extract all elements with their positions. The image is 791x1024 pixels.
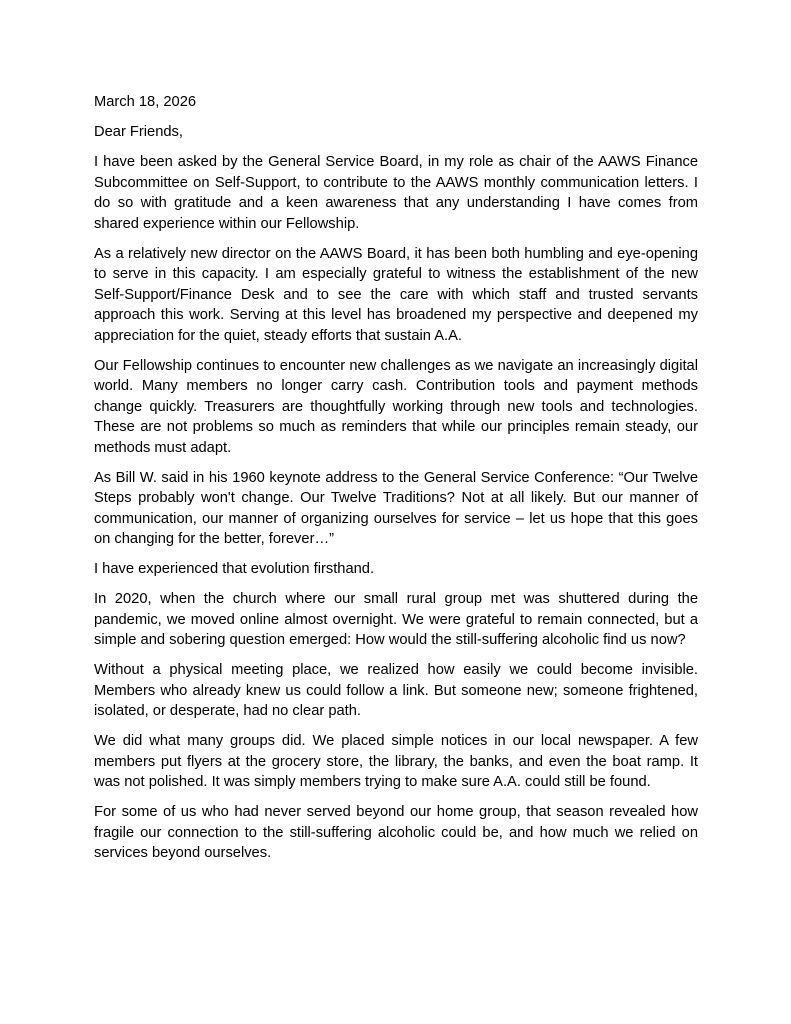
letter-date: March 18, 2026: [94, 94, 197, 110]
letter-salutation: Dear Friends,: [94, 124, 183, 140]
letter-paragraph: As Bill W. said in his 1960 keynote address to the General Service Conference: “Our Twelve Steps probably won't change. Our Twelve Traditions? Not at all likely. But our manner of communication, our manner of organizing ourselves for service – let us hope that this goes on changing for the better, forever…”: [94, 469, 698, 547]
letter-paragraph: As a relatively new director on the AAWS Board, it has been both humbling and eye-opening to serve in this capacity. I am especially grateful to witness the establishment of the new Self-Support/Finance Desk and to see the care with which staff and trusted servants approach this work. Serving at this level has broadened my perspective and deepened my appreciation for the quiet, steady efforts that sustain A.A.: [94, 245, 698, 344]
letter-paragraph: Without a physical meeting place, we realized how easily we could become invisible. Members who already knew us could follow a link. But someone new; someone frightened, isolated, or desperate, had no clear path.: [94, 662, 698, 719]
letter-paragraph: We did what many groups did. We placed simple notices in our local newspaper. A few members put flyers at the grocery store, the library, the banks, and even the boat ramp. It was not polished. It was simply members trying to make sure A.A. could still be found.: [94, 733, 698, 790]
letter-page: [94, 92, 698, 873]
letter-paragraph: Our Fellowship continues to encounter new challenges as we navigate an increasingly digital world. Many members no longer carry cash. Contribution tools and payment methods change quickly. Treasurers are thoughtfully working through new tools and technologies. These are not problems so much as reminders that while our principles remain steady, our methods must adapt.: [94, 357, 698, 456]
letter-paragraph: I have experienced that evolution firsthand.: [94, 561, 375, 577]
letter-paragraph: For some of us who had never served beyond our home group, that season revealed how fragile our connection to the still-suffering alcoholic could be, and how much we relied on services beyond ourselves.: [94, 804, 698, 861]
letter-paragraph: In 2020, when the church where our small rural group met was shuttered during the pandemic, we moved online almost overnight. We were grateful to remain connected, but a simple and sobering question emerged: How would the still-suffering alcoholic find us now?: [94, 591, 698, 648]
letter-paragraph: I have been asked by the General Service Board, in my role as chair of the AAWS Finance Subcommittee on Self-Support, to contribute to the AAWS monthly communication letters. I do so with gratitude and a keen awareness that any understanding I have comes from shared experience within our Fellowship.: [94, 154, 698, 232]
